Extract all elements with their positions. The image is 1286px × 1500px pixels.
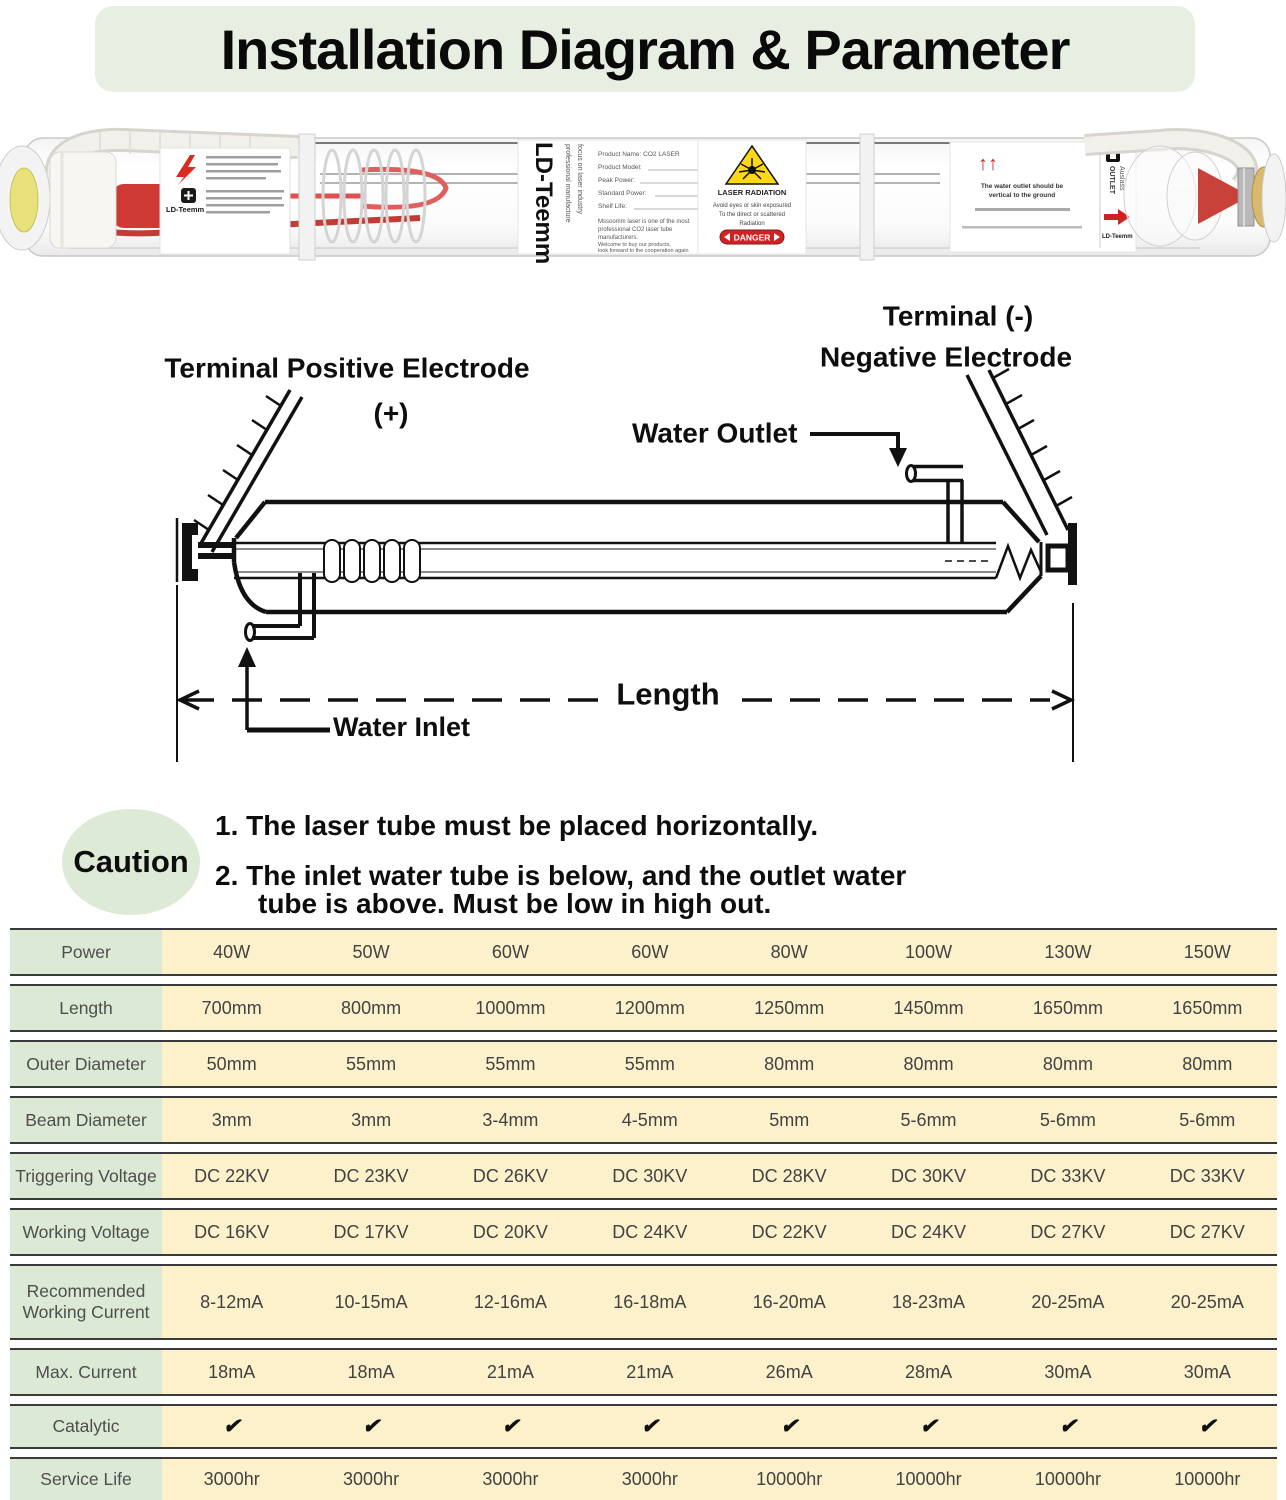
table-cell: 80mm [903,1053,954,1074]
table-cell: 3mm [351,1109,392,1130]
table-cell: 5-6mm [1039,1109,1096,1130]
table-cell: 1250mm [754,997,825,1018]
table-cell: 60W [631,941,669,962]
brand-vertical-text: LD-Teemm [530,142,557,265]
negative-wire [967,369,1072,535]
svg-text:OUTLET: OUTLET [1108,166,1115,194]
svg-text:Standard Power:: Standard Power: [598,190,647,197]
table-cell: ✔ [1198,1415,1217,1438]
table-cell: 28mA [905,1361,953,1382]
row-label: Length [10,986,162,1030]
svg-text:Product Model:: Product Model: [598,164,642,171]
svg-text:professional CO2 laser tube: professional CO2 laser tube [598,227,673,233]
negative-terminal [1048,523,1077,585]
up-arrows-icon: ↑↑ [978,153,998,175]
table-cell: 55mm [485,1053,536,1074]
title-banner [95,6,1195,92]
table-cell: ✔ [222,1415,241,1438]
row-label: Recommended Working Current [10,1266,162,1338]
page-title: Installation Diagram & Parameter [220,17,1070,81]
table-cell: 3-4mm [482,1109,539,1130]
table-cell: 20-25mA [1031,1291,1105,1312]
row-label: Outer Diameter [10,1042,162,1086]
table-cell: DC 30KV [891,1165,967,1186]
table-cell: DC 17KV [333,1221,409,1242]
table-cell: 18-23mA [892,1291,966,1312]
product-photo [0,126,1286,270]
table-cell: ✔ [362,1415,380,1438]
table-row-beam-diameter [10,1096,1277,1144]
table-cell: DC 33KV [1169,1165,1245,1186]
svg-text:LASER RADIATION: LASER RADIATION [717,188,787,197]
table-cell: 3000hr [621,1469,678,1489]
table-cell: DC 16KV [194,1221,270,1242]
inner-tube [234,540,1041,582]
svg-text:Product Name: CO2 LASER: Product Name: CO2 LASER [598,151,680,158]
brand-text: LD-Teemm [166,205,205,214]
row-cells [162,1459,1277,1500]
table-cell: 1450mm [893,997,964,1018]
table-cell: 150W [1183,941,1231,962]
table-cell: 10000hr [1034,1469,1101,1489]
table-cell: DC 27KV [1169,1221,1245,1242]
svg-text:Peak Power:: Peak Power: [598,177,635,184]
table-cell: DC 22KV [194,1165,270,1186]
table-cell: 1650mm [1032,997,1103,1018]
row-label: Catalytic [10,1406,162,1447]
terminal-positive-symbol: (+) [373,397,409,429]
terminal-positive-label: Terminal Positive Electrode [164,352,530,384]
svg-text:Shelf Life:: Shelf Life: [598,203,627,210]
row-cells [162,1098,1277,1142]
table-cell: DC 33KV [1030,1165,1106,1186]
row-cells [162,986,1277,1030]
table-cell: 21mA [626,1361,674,1382]
table-cell: DC 28KV [751,1165,827,1186]
table-cell: 16-18mA [613,1291,687,1312]
table-cell: DC 24KV [612,1221,688,1242]
table-cell: 5mm [769,1109,810,1130]
table-cell: ✔ [501,1415,520,1438]
outlet-label [950,142,1136,252]
table-cell: DC 27KV [1030,1221,1106,1242]
table-cell: 4-5mm [621,1109,678,1130]
table-cell: 10000hr [895,1469,962,1489]
row-cells [162,1266,1277,1338]
water-inlet-pointer [238,647,330,730]
row-cells [162,930,1277,974]
brand-label-left [160,148,290,254]
table-cell: 55mm [346,1053,397,1074]
caution-badge [62,809,200,915]
tagline-2: focus on laser industry [576,144,583,215]
table-cell: DC 24KV [891,1221,967,1242]
length-label: Length [616,676,720,712]
table-cell: 12-16mA [473,1291,547,1312]
row-label: Service Life [10,1459,162,1500]
caution-item-1: 1. The laser tube must be placed horizontally. [215,810,819,841]
table-row-recommended-working-current [10,1264,1277,1340]
svg-text:Mssoomm laser is one of the mo: Mssoomm laser is one of the most [598,219,690,225]
row-cells [162,1406,1277,1447]
table-row-power [10,928,1277,976]
table-row-working-voltage [10,1208,1277,1256]
table-cell: 40W [213,941,251,962]
table-cell: 80W [770,941,808,962]
row-label: Beam Diameter [10,1098,162,1142]
table-cell: 80mm [1042,1053,1093,1074]
table-cell: 16-20mA [752,1291,826,1312]
table-cell: 30mA [1044,1361,1092,1382]
table-cell: ✔ [919,1415,938,1438]
table-row-outer-diameter [10,1040,1277,1088]
table-cell: 60W [491,941,529,962]
svg-text:DANGER: DANGER [733,232,771,243]
table-cell: 55mm [624,1053,675,1074]
caution-badge-text: Caution [73,844,189,879]
svg-text:Avoid eyes or skin exposured: Avoid eyes or skin exposured [712,203,792,209]
table-cell: 21mA [486,1361,534,1382]
table-cell: 18mA [208,1361,256,1382]
caution-item-2-line-1: 2. The inlet water tube is below, and the outlet water [215,860,907,891]
row-cells [162,1042,1277,1086]
table-cell: ✔ [780,1415,798,1438]
table-cell: 3000hr [482,1469,539,1489]
table-row-length [10,984,1277,1032]
svg-text:look forward to the cooperatio: look forward to the cooperation again [598,248,689,254]
row-cells [162,1210,1277,1254]
negative-electrode-label: Negative Electrode [819,341,1073,373]
table-cell: DC 30KV [612,1165,688,1186]
table-cell: 3000hr [203,1469,260,1489]
table-cell: 18mA [347,1361,395,1382]
table-cell: 20-25mA [1170,1291,1244,1312]
row-label: Power [10,930,162,974]
svg-text:vertical to the ground: vertical to the ground [988,192,1056,199]
table-cell: ✔ [641,1415,659,1438]
laser-warning-label [698,140,806,254]
water-inlet-label: Water Inlet [333,712,471,742]
terminal-negative-label: Terminal (-) [882,300,1034,332]
table-cell: 100W [905,941,953,962]
table-cell: 3000hr [343,1469,400,1489]
table-cell: 700mm [201,997,262,1018]
table-row-service-life [10,1457,1277,1500]
row-label: Working Voltage [10,1210,162,1254]
svg-text:Auslass: Auslass [1118,166,1125,191]
row-label: Max. Current [10,1350,162,1394]
table-cell: 10-15mA [334,1291,408,1312]
table-cell: DC 26KV [472,1165,548,1186]
water-outlet-label: Water Outlet [632,417,798,449]
svg-text:Welcome to buy our products,: Welcome to buy our products, [598,242,671,248]
svg-text:The water outlet should be: The water outlet should be [980,183,1064,190]
table-cell: 1650mm [1172,997,1243,1018]
table-cell: 26mA [765,1361,813,1382]
table-cell: 10000hr [1174,1469,1241,1489]
table-row-triggering-voltage [10,1152,1277,1200]
table-cell: 1200mm [614,997,685,1018]
table-cell: 5-6mm [900,1109,957,1130]
table-cell: 50mm [206,1053,257,1074]
table-cell: DC 20KV [472,1221,548,1242]
installation-diagram [0,290,1286,800]
table-cell: 10000hr [756,1469,823,1489]
svg-text:Radiation: Radiation [739,221,765,227]
table-cell: 1000mm [475,997,546,1018]
table-cell: DC 22KV [751,1221,827,1242]
water-outlet-nozzle [810,434,963,543]
table-cell: ✔ [1059,1415,1077,1438]
row-cells [162,1350,1277,1394]
table-cell: DC 23KV [333,1165,409,1186]
positive-wire [194,390,302,552]
table-cell: 8-12mA [200,1291,264,1312]
table-cell: 30mA [1183,1361,1231,1382]
table-cell: 3mm [211,1109,252,1130]
table-cell: 80mm [764,1053,815,1074]
table-row-max-current [10,1348,1277,1396]
caution-item-2-line-2: tube is above. Must be low in high out. [258,888,772,919]
svg-text:To the direct or scattered: To the direct or scattered [718,212,786,218]
tagline-1: professional manufacture [564,144,571,223]
parameter-table [10,928,1277,1500]
table-cell: 800mm [341,997,402,1018]
table-cell: 80mm [1182,1053,1233,1074]
table-cell: 5-6mm [1179,1109,1236,1130]
table-cell: 50W [352,941,390,962]
row-cells [162,1154,1277,1198]
table-row-catalytic [10,1404,1277,1449]
svg-text:manufacturers.: manufacturers. [598,235,639,241]
table-cell: 130W [1044,941,1092,962]
row-label: Triggering Voltage [10,1154,162,1198]
svg-text:LD-Teemm: LD-Teemm [1102,234,1133,240]
